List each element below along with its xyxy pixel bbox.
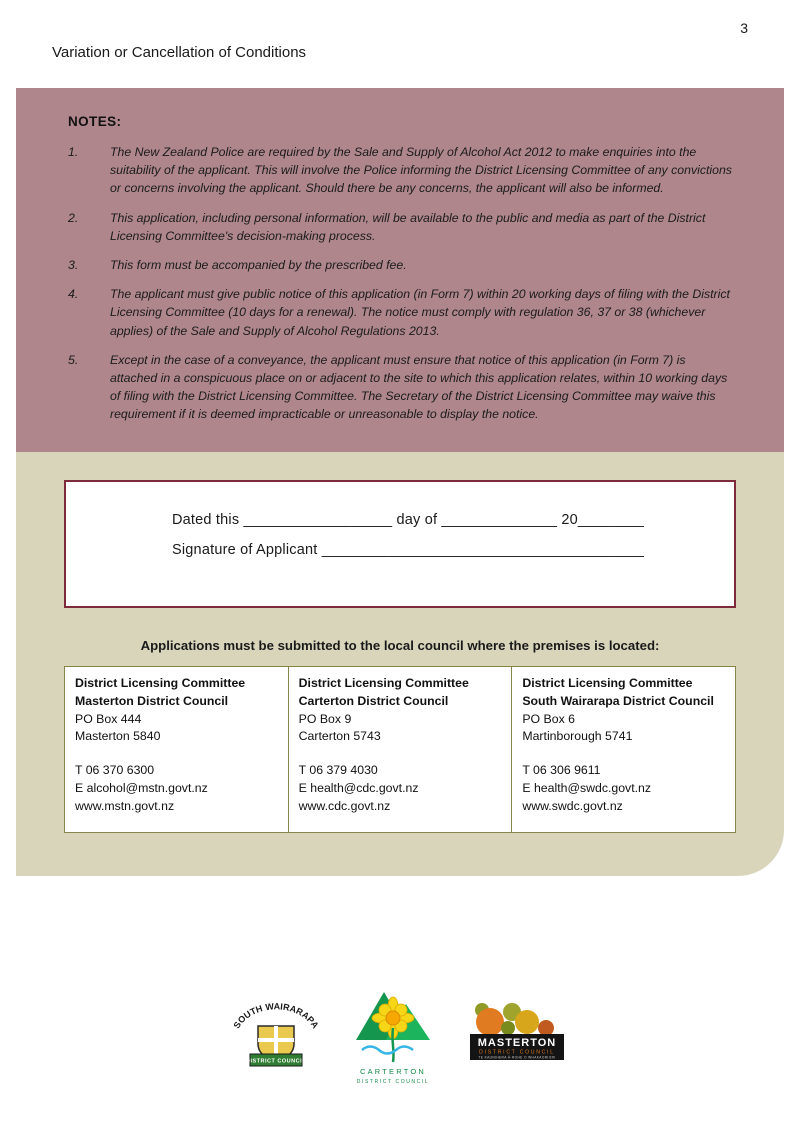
- website: www.cdc.govt.nz: [298, 798, 391, 813]
- council-card-carterton: [289, 667, 513, 832]
- signature-line: Signature of Applicant _______________________________________: [172, 542, 645, 558]
- council-logos: [0, 976, 800, 1088]
- carterton-logo-sub: DISTRICT COUNCIL: [356, 1079, 430, 1085]
- website: www.mstn.govt.nz: [75, 798, 175, 813]
- note-number: 5.: [68, 352, 79, 367]
- spacer: [522, 746, 725, 762]
- masterton-logo: [460, 996, 574, 1068]
- po-box: PO Box 9: [298, 711, 352, 726]
- po-box: PO Box 6: [522, 711, 575, 726]
- council-name: Masterton District Council: [75, 693, 229, 708]
- masterton-logo-sub: DISTRICT COUNCIL: [479, 1049, 555, 1056]
- masterton-logo-name: MASTERTON: [477, 1037, 557, 1049]
- email: E health@swdc.govt.nz: [522, 781, 652, 796]
- council-card-masterton: [65, 667, 289, 832]
- website: www.swdc.govt.nz: [522, 798, 623, 813]
- phone: T 06 306 9611: [522, 763, 601, 778]
- signature-box: [64, 480, 736, 608]
- daffodil-center: [386, 1011, 400, 1025]
- committee-name: District Licensing Committee: [522, 676, 693, 690]
- page-number: 3: [740, 20, 748, 36]
- page-title: Variation or Cancellation of Conditions: [52, 44, 307, 61]
- note-number: 4.: [68, 287, 79, 302]
- committee-name: District Licensing Committee: [298, 676, 469, 690]
- note-item-5: [68, 351, 736, 424]
- masterton-circle: [501, 1021, 515, 1035]
- notes-heading: NOTES:: [68, 114, 122, 129]
- email: E health@cdc.govt.nz: [298, 781, 419, 796]
- daffodil-stem: [392, 1028, 393, 1062]
- locality: Martinborough 5741: [522, 729, 633, 744]
- note-text: The applicant must give public notice of this application (in Form 7) within 20 working days of filing with the District Licensing Committee (10 days for a renewal). The notice must comply with regulation 36, 37 or 38 (whichever applies) of the Sale and Supply of Alcohol Regulations 2013.: [110, 287, 730, 338]
- committee-name: District Licensing Committee: [75, 676, 246, 690]
- note-text: The New Zealand Police are required by the Sale and Supply of Alcohol Act 2012 to make enquiries into the suitability of the applicant. This will involve the Police informing the District Licensing Committee of any convictions or concerns involving the applicant. Should there be any concerns, the applicant will also be informed.: [110, 145, 732, 196]
- sw-logo-arc-text: SOUTH WAIRARAPA: [231, 1001, 321, 1031]
- south-wairarapa-logo: [226, 994, 326, 1070]
- council-contact-table: [64, 666, 736, 833]
- phone: T 06 379 4030: [298, 763, 378, 778]
- carterton-logo-name: CARTERTON: [359, 1067, 427, 1076]
- notes-section: [16, 88, 784, 452]
- note-item-1: [68, 143, 736, 198]
- note-item-2: [68, 209, 736, 245]
- locality: Carterton 5743: [298, 729, 381, 744]
- note-item-3: [68, 256, 736, 274]
- note-text: This form must be accompanied by the prescribed fee.: [110, 257, 407, 272]
- spacer: [75, 746, 278, 762]
- note-item-4: [68, 285, 736, 340]
- carterton-logo: [350, 976, 436, 1088]
- river-wave: [362, 1047, 413, 1054]
- note-number: 1.: [68, 145, 79, 159]
- masterton-circle: [476, 1008, 504, 1036]
- phone: T 06 370 6300: [75, 763, 155, 778]
- note-text: Except in the case of a conveyance, the applicant must ensure that notice of this application (in Form 7) is attached in a conspicuous place on or adjacent to the site to which this application relates, within 10 working days of filing with the District Licensing Committee. The Secretary of the District Licensing Committee may waive this requirement if it is deemed impracticable or unreasonable to display the notice.: [110, 352, 728, 422]
- note-text: This application, including personal information, will be available to the public and media as part of the District Licensing Committee's decision-making process.: [110, 210, 706, 243]
- masterton-logo-tagline: TE KAUNIHERA Ā-ROHE O WHAKAORIORI: [478, 1055, 556, 1060]
- council-card-south-wairarapa: [512, 667, 735, 832]
- masterton-circle: [538, 1020, 554, 1036]
- note-number: 3.: [68, 257, 79, 272]
- dated-line: Dated this __________________ day of ______________ 20________: [172, 512, 644, 528]
- submission-panel: [16, 452, 784, 876]
- locality: Masterton 5840: [75, 729, 161, 744]
- council-name: Carterton District Council: [298, 693, 449, 708]
- council-name: South Wairarapa District Council: [522, 693, 714, 708]
- sw-logo-banner-text: DISTRICT COUNCIL: [246, 1058, 306, 1065]
- submission-heading: Applications must be submitted to the local council where the premises is located:: [140, 638, 660, 653]
- po-box: PO Box 444: [75, 711, 142, 726]
- spacer: [299, 746, 502, 762]
- masterton-circle: [515, 1010, 539, 1034]
- email: E alcohol@mstn.govt.nz: [75, 781, 208, 796]
- note-number: 2.: [68, 210, 79, 225]
